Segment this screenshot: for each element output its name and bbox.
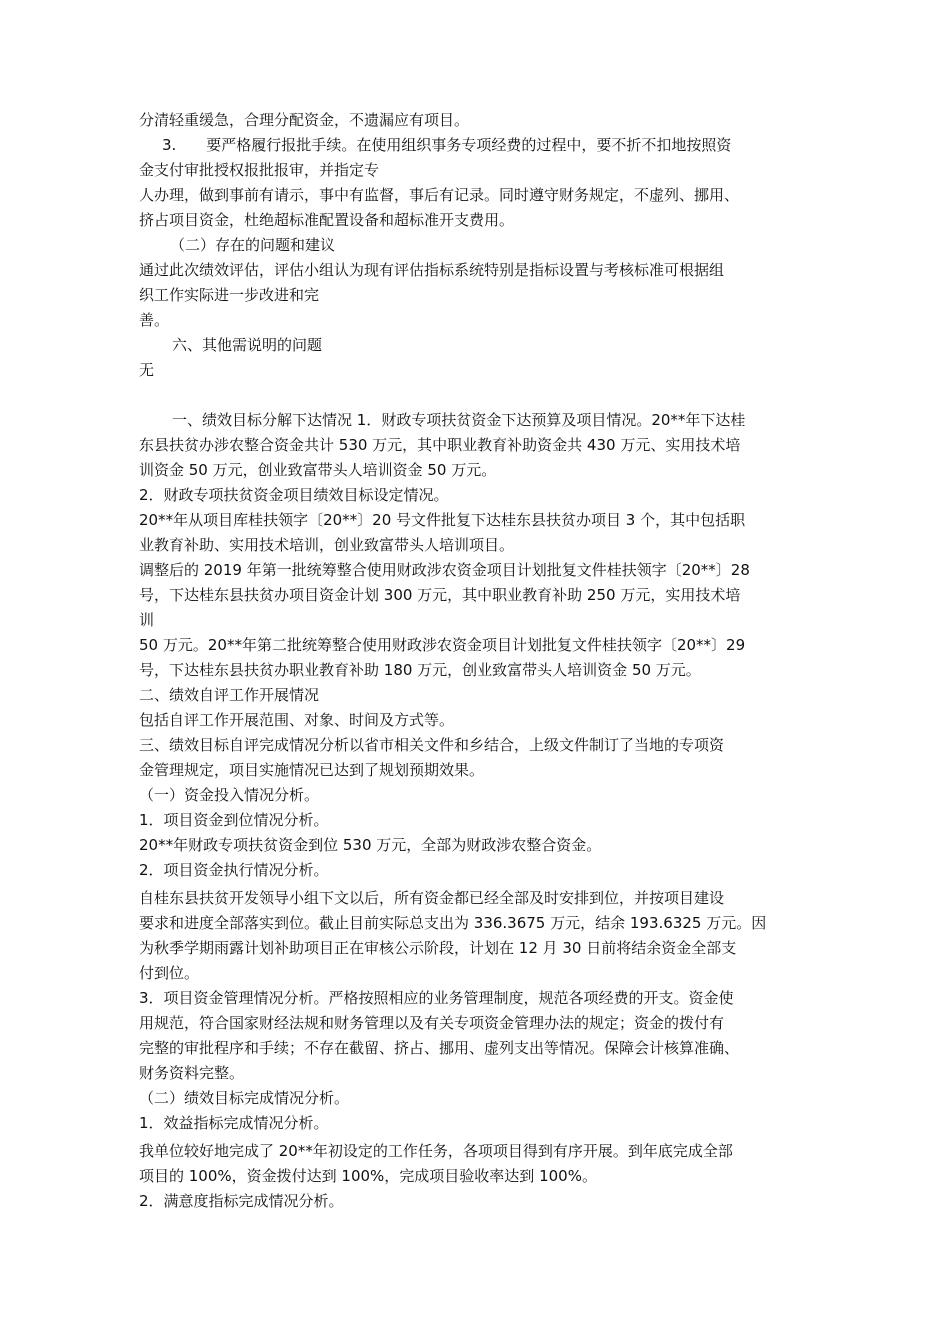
text-line: 业教育补助、实用技术培训，创业致富带头人培训项目。 <box>139 536 515 554</box>
text-line: 1．效益指标完成情况分析。 <box>139 1114 329 1132</box>
text-line: 3．项目资金管理情况分析。严格按照相应的业务管理制度，规范各项经费的开支。资金使 <box>139 989 734 1007</box>
text-line: 东县扶贫办涉农整合资金共计 530 万元，其中职业教育补助资金共 430 万元、实用技术培 <box>139 436 741 454</box>
text-line: 善。 <box>139 311 170 329</box>
text-line: 2．财政专项扶贫资金项目绩效目标设定情况。 <box>139 486 449 504</box>
text-line: 50 万元。20**年第二批统筹整合使用财政涉农资金项目计划批复文件桂扶领字〔20**〕29 <box>139 636 746 654</box>
text-line: 自桂东县扶贫开发领导小组下文以后，所有资金都已经全部及时安排到位，并按项目建设 <box>139 889 725 907</box>
text-line: 分清轻重缓急，合理分配资金，不遗漏应有项目。 <box>139 111 470 129</box>
text-line: 3. 要严格履行报批手续。在使用组织事务专项经费的过程中，要不折不扣地按照资 <box>162 136 732 154</box>
text-line: 完整的审批程序和手续；不存在截留、挤占、挪用、虚列支出等情况。保障会计核算准确、 <box>139 1039 740 1057</box>
text-line: 挤占项目资金，杜绝超标准配置设备和超标准开支费用。 <box>139 211 515 229</box>
text-line: 金支付审批授权报批报审，并指定专 <box>139 161 380 179</box>
text-line: 织工作实际进一步改进和完 <box>139 286 320 304</box>
text-line: 付到位。 <box>139 964 200 982</box>
sub-heading: （一）资金投入情况分析。 <box>139 786 320 804</box>
text-line: 财务资料完整。 <box>139 1064 245 1082</box>
text-line: 2．满意度指标完成情况分析。 <box>139 1192 344 1210</box>
text-line: 要求和进度全部落实到位。截止目前实际总支出为 336.3675 万元，结余 193.6325 万元。因 <box>139 914 767 932</box>
section-heading: 二、绩效自评工作开展情况 <box>139 686 320 704</box>
text-line: 训 <box>139 611 155 629</box>
text-line: 为秋季学期雨露计划补助项目正在审核公示阶段，计划在 12 月 30 日前将结余资金全部支 <box>139 939 737 957</box>
text-line: 2．项目资金执行情况分析。 <box>139 861 329 879</box>
text-line: 号，下达桂东县扶贫办项目资金计划 300 万元，其中职业教育补助 250 万元，实用技术培 <box>139 586 741 604</box>
text-line: 人办理，做到事前有请示，事中有监督，事后有记录。同时遵守财务规定，不虚列、挪用、 <box>139 186 740 204</box>
section-heading: （二）存在的问题和建议 <box>170 236 336 254</box>
section-heading: 三、绩效目标自评完成情况分析以省市相关文件和乡结合，上级文件制订了当地的专项资 <box>139 736 725 754</box>
text-line: 用规范，符合国家财经法规和财务管理以及有关专项资金管理办法的规定；资金的拨付有 <box>139 1014 725 1032</box>
text-line: 无 <box>139 361 155 379</box>
sub-heading: （二）绩效目标完成情况分析。 <box>139 1089 350 1107</box>
text-line: 通过此次绩效评估，评估小组认为现有评估指标系统特别是指标设置与考核标准可根据组 <box>139 261 725 279</box>
text-line: 1．项目资金到位情况分析。 <box>139 811 329 829</box>
text-line: 我单位较好地完成了 20**年初设定的工作任务，各项项目得到有序开展。到年底完成全部 <box>139 1142 733 1160</box>
text-line: 号，下达桂东县扶贫办职业教育补助 180 万元，创业致富带头人培训资金 50 万元。 <box>139 661 701 679</box>
text-line: 训资金 50 万元，创业致富带头人培训资金 50 万元。 <box>139 461 497 479</box>
text-line: 20**年从项目库桂扶领字〔20**〕20 号文件批复下达桂东县扶贫办项目 3 个，其中包括职 <box>139 511 746 529</box>
section-heading: 六、其他需说明的问题 <box>172 336 323 354</box>
section-heading: 一、绩效目标分解下达情况 1．财政专项扶贫资金下达预算及项目情况。20**年下达桂 <box>172 411 746 429</box>
text-line: 20**年财政专项扶贫资金到位 530 万元，全部为财政涉农整合资金。 <box>139 836 602 854</box>
text-line: 调整后的 2019 年第一批统筹整合使用财政涉农资金项目计划批复文件桂扶领字〔20**〕28 <box>139 561 750 579</box>
text-line: 包括自评工作开展范围、对象、时间及方式等。 <box>139 711 455 729</box>
text-line: 项目的 100%，资金拨付达到 100%，完成项目验收率达到 100%。 <box>139 1167 597 1185</box>
text-line: 金管理规定，项目实施情况已达到了规划预期效果。 <box>139 761 485 779</box>
